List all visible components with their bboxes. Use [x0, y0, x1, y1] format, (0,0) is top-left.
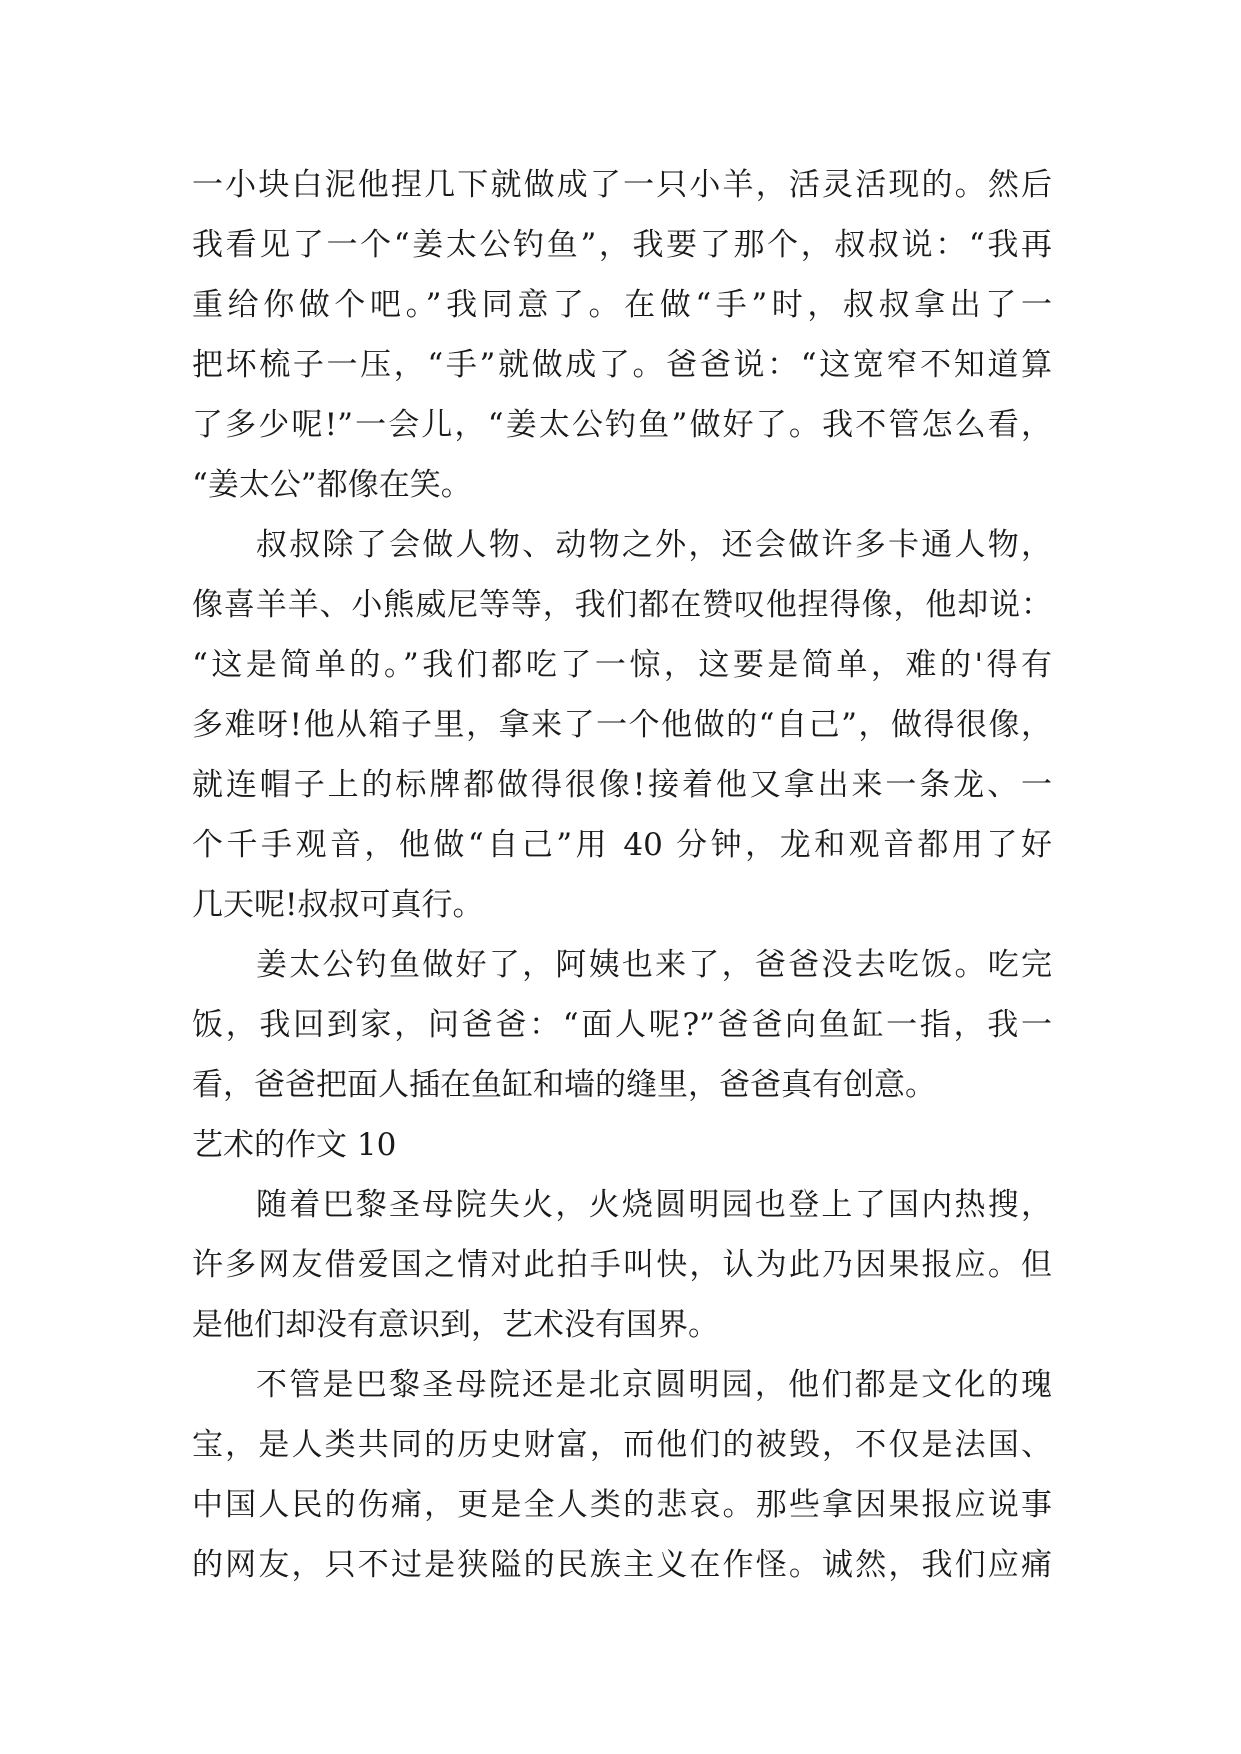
text-line: 我看见了一个“姜太公钓鱼”，我要了那个，叔叔说：“我再: [192, 227, 1052, 263]
text-line: 重给你做个吧。”我同意了。在做“手”时，叔叔拿出了一: [192, 287, 1052, 323]
paragraph-3: [192, 935, 1052, 1115]
paragraph-2: [192, 515, 1052, 935]
text-line: 不管是巴黎圣母院还是北京圆明园，他们都是文化的瑰: [256, 1367, 1052, 1403]
text-line: 叔叔除了会做人物、动物之外，还会做许多卡通人物，: [256, 527, 1052, 563]
text-line: 姜太公钓鱼做好了，阿姨也来了，爸爸没去吃饭。吃完: [256, 947, 1052, 983]
text-line: 中国人民的伤痛，更是全人类的悲哀。那些拿因果报应说事: [192, 1487, 1052, 1523]
paragraph-1: [192, 155, 1052, 515]
text-line: 像喜羊羊、小熊威尼等等，我们都在赞叹他捏得像，他却说：: [192, 587, 1052, 623]
text-line: 宝，是人类共同的历史财富，而他们的被毁，不仅是法国、: [192, 1427, 1052, 1463]
text-line: “这是简单的。”我们都吃了一惊，这要是简单，难的'得有: [192, 647, 1052, 683]
paragraph-4: [192, 1175, 1052, 1355]
text-line: 个千手观音，他做“自己”用 40 分钟，龙和观音都用了好: [192, 827, 1052, 863]
text-line: 看，爸爸把面人插在鱼缸和墙的缝里，爸爸真有创意。: [192, 1067, 936, 1103]
text-line: 了多少呢!”一会儿，“姜太公钓鱼”做好了。我不管怎么看，: [192, 407, 1052, 443]
paragraph-5: [192, 1355, 1052, 1595]
text-line: 随着巴黎圣母院失火，火烧圆明园也登上了国内热搜，: [256, 1187, 1052, 1223]
text-line: 就连帽子上的标牌都做得很像!接着他又拿出来一条龙、一: [192, 767, 1052, 803]
document-body: [192, 155, 1052, 1595]
text-line: 把坏梳子一压，“手”就做成了。爸爸说：“这宽窄不知道算: [192, 347, 1052, 383]
text-line: “姜太公”都像在笑。: [192, 467, 472, 503]
text-line: 饭，我回到家，问爸爸：“面人呢?”爸爸向鱼缸一指，我一: [192, 1007, 1052, 1043]
text-line: 多难呀!他从箱子里，拿来了一个他做的“自己”，做得很像，: [192, 707, 1052, 743]
text-line: 许多网友借爱国之情对此拍手叫快，认为此乃因果报应。但: [192, 1247, 1052, 1283]
text-line: 几天呢!叔叔可真行。: [192, 887, 484, 923]
section-heading: 艺术的作文 10: [192, 1127, 397, 1163]
text-line: 是他们却没有意识到，艺术没有国界。: [192, 1307, 719, 1343]
text-line: 的网友，只不过是狭隘的民族主义在作怪。诚然，我们应痛: [192, 1547, 1052, 1583]
text-line: 一小块白泥他捏几下就做成了一只小羊，活灵活现的。然后: [192, 167, 1052, 203]
